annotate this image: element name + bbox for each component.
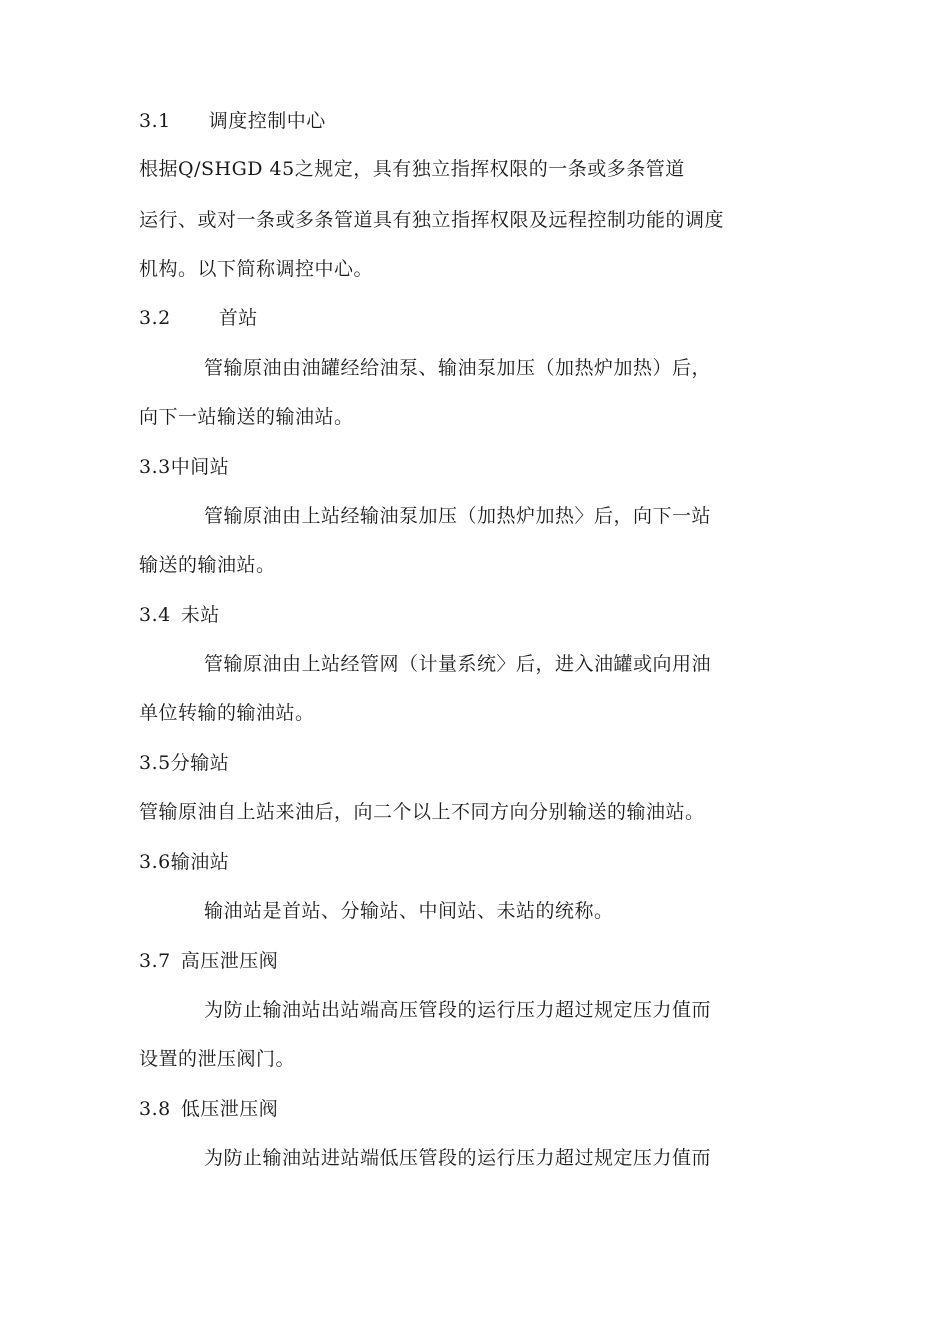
paragraph-line: 向下一站输送的输油站。 — [139, 406, 354, 428]
section-title: 高压泄压阀 — [180, 950, 279, 972]
section-heading-3-4 — [139, 603, 220, 627]
section-heading-3-7 — [139, 949, 278, 973]
paragraph-line: 管输原油自上站来油后，向二个以上不同方向分别输送的输油站。 — [139, 801, 705, 823]
section-number: 3.2 — [139, 307, 171, 329]
paragraph-line: 为防止输油站进站端低压管段的运行压力超过规定压力值而 — [204, 1147, 712, 1169]
section-heading-3-5: 3.5分输站 — [139, 752, 230, 774]
section-title: 首站 — [218, 307, 258, 329]
paragraph-line: 运行、或对一条或多条管道具有独立指挥权限及远程控制功能的调度 — [139, 209, 725, 231]
paragraph-line: 管输原油由上站经管网（计量系统〉后，进入油罐或向用油 — [204, 653, 712, 675]
section-number: 3.1 — [139, 110, 171, 132]
paragraph-line: 根据Q/SHGD 45之规定，具有独立指挥权限的一条或多条管道 — [139, 158, 685, 180]
section-number: 3.4 — [139, 604, 171, 626]
paragraph-line: 设置的泄压阀门。 — [139, 1048, 296, 1070]
paragraph-line: 输油站是首站、分输站、中间站、未站的统称。 — [204, 900, 614, 922]
paragraph-line: 输送的输油站。 — [139, 554, 276, 576]
section-heading-3-1 — [139, 109, 326, 133]
section-title: 调度控制中心 — [208, 110, 326, 132]
section-heading-3-3: 3.3中间站 — [139, 456, 230, 478]
section-heading-3-6: 3.6输油站 — [139, 851, 230, 873]
paragraph-line: 单位转输的输油站。 — [139, 702, 315, 724]
section-title: 未站 — [180, 604, 220, 626]
paragraph-line: 管输原油由油罐经给油泵、输油泵加压（加热炉加热）后， — [204, 357, 712, 379]
section-title: 低压泄压阀 — [180, 1098, 279, 1120]
paragraph-line: 为防止输油站出站端高压管段的运行压力超过规定压力值而 — [204, 999, 712, 1021]
section-number: 3.7 — [139, 950, 171, 972]
paragraph-line: 管输原油由上站经输油泵加压（加热炉加热〉后，向下一站 — [204, 505, 712, 527]
section-heading-3-8 — [139, 1097, 278, 1121]
paragraph-line: 机构。以下简称调控中心。 — [139, 258, 374, 280]
section-number: 3.8 — [139, 1098, 171, 1120]
section-heading-3-2 — [139, 306, 258, 330]
